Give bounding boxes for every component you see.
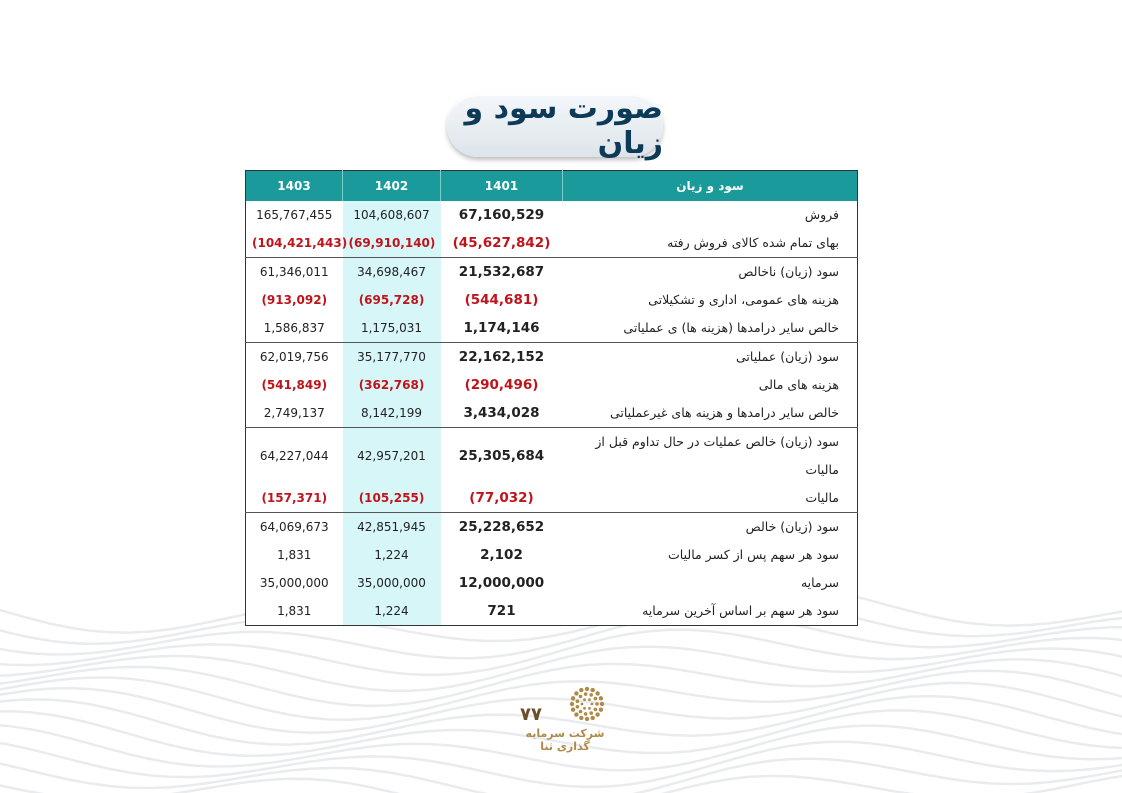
- row-label: سود (زیان) خالص عملیات در حال تداوم قبل از مالیات: [563, 428, 858, 485]
- value-1402: (695,728): [343, 286, 441, 314]
- header-1401: 1401: [441, 171, 563, 202]
- table-row: [246, 229, 858, 258]
- value-1401: 25,228,652: [441, 513, 563, 542]
- logo-dot: [574, 691, 578, 695]
- value-1403: 1,831: [277, 548, 312, 562]
- logo-dot: [599, 708, 603, 712]
- value-1402: 1,175,031: [343, 314, 441, 343]
- value-1403: 35,000,000: [259, 576, 329, 590]
- logo-dot: [584, 692, 588, 696]
- value-1402: 1,224: [343, 597, 441, 626]
- company-name: شرکت سرمایه گذاری ثنا: [525, 727, 605, 753]
- logo-dot: [576, 705, 580, 709]
- header-label: سود و زیان: [563, 171, 858, 202]
- value-1403: 1,586,837: [263, 321, 325, 335]
- logo-dot: [591, 716, 595, 720]
- value-1403: (541,849): [261, 378, 328, 392]
- row-label: سرمایه: [800, 575, 839, 590]
- logo-dot: [579, 710, 583, 714]
- value-1401: 22,162,152: [441, 343, 563, 372]
- value-1401: 3,434,028: [463, 405, 540, 421]
- row-label: سود (زیان) خالص: [563, 513, 858, 542]
- logo-dot: [591, 688, 595, 692]
- logo-dot: [574, 712, 578, 716]
- logo-dot: [585, 717, 589, 721]
- logo-dot: [589, 711, 593, 715]
- table-row: [246, 314, 858, 343]
- logo-dot: [600, 702, 604, 706]
- page-title: صورت سود و زیان: [464, 91, 663, 161]
- table-row: [246, 201, 858, 229]
- value-1402: 1,224: [343, 541, 441, 569]
- row-label: بهای تمام شده کالای فروش رفته: [667, 235, 839, 250]
- value-1401: 12,000,000: [458, 575, 545, 591]
- table-row: [246, 343, 858, 372]
- row-label: سود هر سهم پس از کسر مالیات: [668, 547, 839, 562]
- logo-dot: [584, 712, 588, 716]
- logo-dot: [594, 697, 598, 701]
- table-body: [246, 201, 858, 626]
- logo-dot: [588, 707, 591, 710]
- value-1401: 25,305,684: [441, 428, 563, 485]
- table-row: [246, 371, 858, 399]
- value-1402: 35,177,770: [343, 343, 441, 372]
- logo-dot: [589, 693, 593, 697]
- table-header-row: [246, 171, 858, 202]
- value-1401: (290,496): [464, 377, 539, 393]
- value-1402: 34,698,467: [343, 258, 441, 287]
- value-1402: (105,255): [343, 484, 441, 513]
- value-1403: 165,767,455: [256, 208, 333, 222]
- value-1403: (913,092): [261, 293, 328, 307]
- value-1402: 42,957,201: [343, 428, 441, 485]
- value-1401: 2,102: [480, 547, 523, 563]
- row-label: هزینه های مالی: [758, 377, 839, 392]
- header-1402: 1402: [343, 171, 441, 202]
- table-row: [246, 513, 858, 542]
- value-1403: 1,831: [277, 604, 312, 618]
- logo-dot: [595, 691, 599, 695]
- value-1401: (544,681): [464, 292, 539, 308]
- value-1402: 8,142,199: [343, 399, 441, 428]
- table-row: [246, 286, 858, 314]
- logo-dot: [583, 707, 586, 710]
- logo-dot: [579, 695, 583, 699]
- logo-dot: [599, 696, 603, 700]
- logo-dot: [594, 708, 598, 712]
- income-statement-table: [245, 170, 858, 626]
- row-label: خالص سایر درامدها و هزینه های غیرعملیاتی: [609, 405, 839, 420]
- logo-dot: [571, 708, 575, 712]
- table-row: [246, 569, 858, 597]
- value-1401: 21,532,687: [441, 258, 563, 287]
- value-1401: 67,160,529: [458, 207, 545, 223]
- logo-dot: [570, 702, 574, 706]
- row-label: سود (زیان) عملیاتی: [563, 343, 858, 372]
- value-1401: (77,032): [469, 490, 534, 506]
- table-row: [246, 399, 858, 428]
- value-1403: (104,421,443): [252, 236, 348, 250]
- row-label: هزینه های عمومی، اداری و تشکیلاتی: [648, 292, 839, 307]
- row-label: خالص سایر درامدها (هزینه ها) ی عملیاتی: [623, 320, 839, 335]
- value-1403: 62,019,756: [246, 343, 343, 372]
- value-1402: (362,768): [343, 371, 441, 399]
- logo-dot: [585, 687, 589, 691]
- table-row: [246, 484, 858, 513]
- value-1403: 64,069,673: [246, 513, 343, 542]
- logo-dot: [571, 696, 575, 700]
- row-label: سود (زیان) ناخالص: [563, 258, 858, 287]
- title-badge: [447, 91, 663, 161]
- logo-dot: [588, 698, 591, 701]
- logo-dot: [583, 698, 586, 701]
- table-row: [246, 597, 858, 626]
- logo-dot: [579, 716, 583, 720]
- value-1401: 1,174,146: [463, 320, 540, 336]
- value-1403: 64,227,044: [246, 428, 343, 485]
- logo-monogram: ۷۷: [520, 704, 542, 725]
- value-1401: 721: [487, 603, 516, 619]
- table-row: [246, 428, 858, 485]
- logo-dot: [579, 688, 583, 692]
- table-row: [246, 258, 858, 287]
- logo-dot: [581, 703, 584, 706]
- logo-dot: [595, 712, 599, 716]
- value-1401: (45,627,842): [452, 235, 551, 251]
- value-1402: (69,910,140): [343, 229, 441, 258]
- value-1403: 61,346,011: [246, 258, 343, 287]
- row-label: مالیات: [805, 490, 839, 505]
- value-1402: 104,608,607: [343, 201, 441, 229]
- row-label: فروش: [804, 207, 839, 222]
- value-1402: 42,851,945: [343, 513, 441, 542]
- logo-dot: [591, 703, 594, 706]
- header-1403: 1403: [246, 171, 343, 202]
- value-1402: 35,000,000: [343, 569, 441, 597]
- value-1403: 2,749,137: [263, 406, 325, 420]
- logo-dot: [595, 702, 599, 706]
- value-1403: (157,371): [261, 491, 328, 505]
- table-row: [246, 541, 858, 569]
- logo-dot: [576, 699, 580, 703]
- row-label: سود هر سهم بر اساس آخرین سرمایه: [642, 603, 839, 618]
